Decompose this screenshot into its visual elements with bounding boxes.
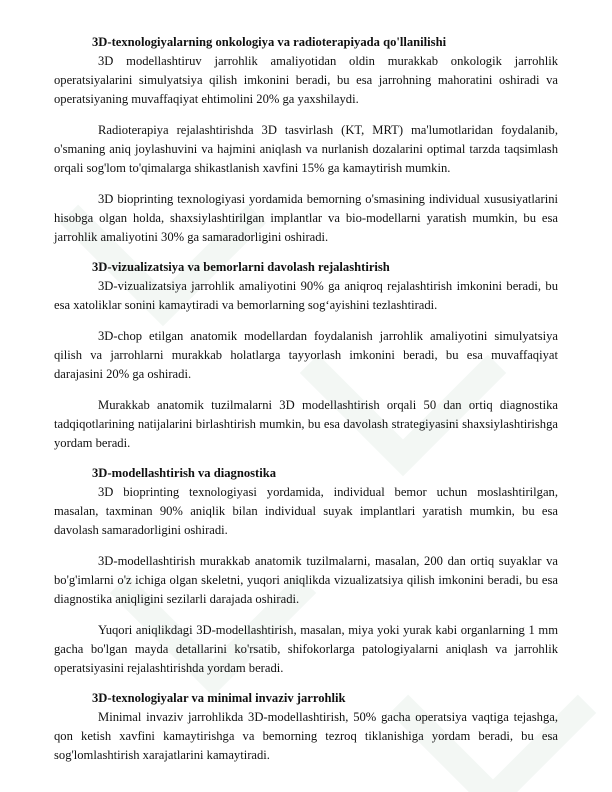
section-title: 3D-modellashtirish va diagnostika — [92, 466, 277, 480]
document-body — [54, 34, 558, 777]
paragraph: 3D bioprinting texnologiyasi yordamida bemorning o'smasining individual xususiyatlarini hisobga olgan holda, shaxsiylashtirilgan implantlar va bio-modellarni yaratish mumkin, bu esa jarrohlik amaliyotini 30% ga samaradorligini oshiradi. — [54, 192, 558, 244]
paragraph: 3D bioprinting texnologiyasi yordamida, individual bemor uchun moslashtirilgan, masalan, taxminan 90% aniqlik bilan individual suyak implantlari yaratish mumkin, bu esa davolash samaradorligini oshiradi. — [54, 485, 558, 537]
section-modeling-diagnostics — [54, 465, 558, 678]
paragraph: Radioterapiya rejalashtirishda 3D tasvirlash (KT, MRT) ma'lumotlaridan foydalanib, o'smaning aniq joylashuvini va hajmini aniqlash va nurlanish dozalarini optimal tarzda taqsimlash orqali sog'lom to'qimalarga shikastlanish xavfini 15% ga kamaytirish mumkin. — [54, 123, 558, 175]
section-minimally-invasive — [54, 690, 558, 765]
paragraph: 3D modellashtiruv jarrohlik amaliyotidan oldin murakkab onkologik jarrohlik operatsiyalarini simulyatsiya qilish imkonini beradi, bu esa jarrohning mahoratini oshiradi va operatsiyaning muvaffaqiyat ehtimolini 20% ga yaxshilaydi. — [54, 54, 558, 106]
paragraph: Minimal invaziv jarrohlikda 3D-modellashtirish, 50% gacha operatsiya vaqtiga tejashga, qon ketish xavfini kamaytirishga va bemorning tezroq tiklanishiga yordam beradi, bu esa sog'lomlashtirish xarajatlarini kamaytiradi. — [54, 710, 558, 762]
paragraph: 3D-chop etilgan anatomik modellardan foydalanish jarrohlik amaliyotini simulyatsiya qilish va jarrohlarni murakkab holatlarga tayyorlash imkonini beradi, bu esa muvaffaqiyat darajasini 20% ga oshiradi. — [54, 329, 558, 381]
paragraph: Yuqori aniqlikdagi 3D-modellashtirish, masalan, miya yoki yurak kabi organlarning 1 mm gacha bo'lgan mayda detallarini ko'rsatib, shifokorlarga patologiyalarni aniqlash va jarrohlik operatsiyasini rejalashtirishda yordam beradi. — [54, 623, 558, 675]
section-title: 3D-texnologiyalarning onkologiya va radioterapiyada qo'llanilishi — [92, 35, 447, 49]
paragraph: 3D-modellashtirish murakkab anatomik tuzilmalarni, masalan, 200 dan ortiq suyaklar va bo'g'imlarni o'z ichiga olgan skeletni, yuqori aniqlikda vizualizatsiya qilish imkonini beradi, bu esa diagnostika aniqligini sezilarli darajada oshiradi. — [54, 554, 558, 606]
section-title: 3D-texnologiyalar va minimal invaziv jarrohlik — [92, 691, 346, 705]
paragraph: Murakkab anatomik tuzilmalarni 3D modellashtirish orqali 50 dan ortiq diagnostika tadqiqotlarining natijalarini birlashtirish mumkin, bu esa davolash strategiyasini shaxsiylashtirishga yordam beradi. — [54, 398, 558, 450]
paragraph: 3D-vizualizatsiya jarrohlik amaliyotini 90% ga aniqroq rejalashtirish imkonini beradi, bu esa xatoliklar sonini kamaytiradi va bemorlarning sog‘ayishini tezlashtiradi. — [54, 279, 558, 312]
section-oncology — [54, 34, 558, 247]
section-visualization — [54, 259, 558, 453]
section-title: 3D-vizualizatsiya va bemorlarni davolash rejalashtirish — [92, 260, 390, 274]
